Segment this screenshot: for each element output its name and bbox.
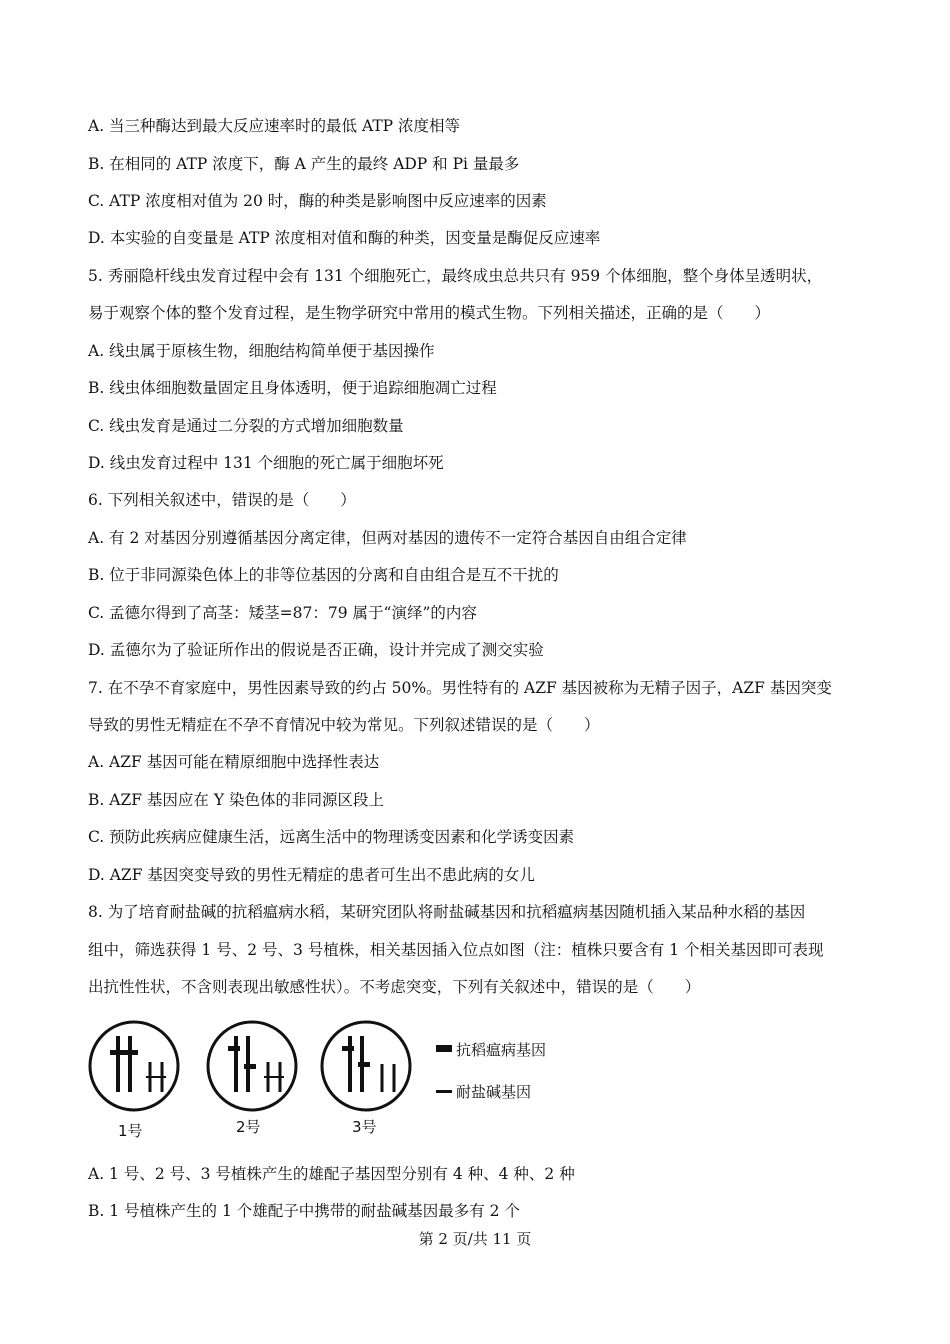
q5-stem-line1: 5. 秀丽隐杆线虫发育过程中会有 131 个细胞死亡，最终成虫总共只有 959 个体细胞，整个身体呈透明状， [88, 267, 823, 285]
q6-option-d: D. 孟德尔为了验证所作出的假说是否正确，设计并完成了测交实验 [88, 641, 544, 659]
q4-option-c: C. ATP 浓度相对值为 20 时，酶的种类是影响图中反应速率的因素 [88, 192, 547, 210]
q5-option-b: B. 线虫体细胞数量固定且身体透明，便于追踪细胞凋亡过程 [88, 379, 497, 397]
legend-salt-label: 耐盐碱基因 [456, 1083, 532, 1101]
q5-stem-line2: 易于观察个体的整个发育过程，是生物学研究中常用的模式生物。下列相关描述，正确的是（ ） [88, 304, 771, 322]
q7-stem-line2: 导致的男性无精症在不孕不育情况中较为常见。下列叙述错误的是（ ） [88, 716, 600, 734]
legend-salt-swatch [436, 1090, 452, 1093]
q8-option-a: A. 1 号、2 号、3 号植株产生的雄配子基因型分别有 4 种、4 种、2 种 [88, 1165, 575, 1183]
q6-option-b: B. 位于非同源染色体上的非等位基因的分离和自由组合是互不干扰的 [88, 566, 559, 584]
q4-option-d: D. 本实验的自变量是 ATP 浓度相对值和酶的种类，因变量是酶促反应速率 [88, 229, 601, 247]
cell-3-label: 3号 [352, 1118, 377, 1136]
q5-option-c: C. 线虫发育是通过二分裂的方式增加细胞数量 [88, 417, 404, 435]
q7-option-c: C. 预防此疾病应健康生活，远离生活中的物理诱变因素和化学诱变因素 [88, 828, 575, 846]
q4-option-b: B. 在相同的 ATP 浓度下，酶 A 产生的最终 ADP 和 Pi 量最多 [88, 155, 520, 173]
q8-option-b: B. 1 号植株产生的 1 个雄配子中携带的耐盐碱基因最多有 2 个 [88, 1202, 520, 1220]
q6-option-a: A. 有 2 对基因分别遵循基因分离定律，但两对基因的遗传不一定符合基因自由组合定律 [88, 529, 687, 547]
cell-3 [322, 1022, 410, 1110]
legend-blast-swatch [436, 1045, 452, 1052]
cell-2-label: 2号 [236, 1118, 261, 1136]
q4-option-a: A. 当三种酶达到最大反应速率时的最低 ATP 浓度相等 [88, 117, 461, 135]
q8-stem-line2: 组中，筛选获得 1 号、2 号、3 号植株，相关基因插入位点如图（注：植株只要含有 1 个相关基因即可表现 [88, 941, 824, 959]
cell-1 [90, 1022, 178, 1110]
cell-2 [208, 1022, 296, 1110]
q8-stem-line3: 出抗性性状，不含则表现出敏感性状）。不考虑突变，下列有关叙述中，错误的是（ ） [88, 978, 701, 996]
page-footer: 第 2 页/共 11 页 [418, 1230, 532, 1248]
q6-option-c: C. 孟德尔得到了高茎：矮茎=87：79 属于“演绎”的内容 [88, 604, 477, 622]
q5-option-a: A. 线虫属于原核生物，细胞结构简单便于基因操作 [88, 342, 435, 360]
q7-option-a: A. AZF 基因可能在精原细胞中选择性表达 [88, 753, 380, 771]
q6-stem: 6. 下列相关叙述中，错误的是（ ） [88, 491, 356, 509]
q7-option-b: B. AZF 基因应在 Y 染色体的非同源区段上 [88, 791, 384, 809]
q7-stem-line1: 7. 在不孕不育家庭中，男性因素导致的约占 50%。男性特有的 AZF 基因被称为无精子因子，AZF 基因突变 [88, 679, 832, 697]
q8-stem-line1: 8. 为了培育耐盐碱的抗稻瘟病水稻，某研究团队将耐盐碱基因和抗稻瘟病基因随机插入某品种水稻的基因 [88, 903, 806, 921]
q5-option-d: D. 线虫发育过程中 131 个细胞的死亡属于细胞坏死 [88, 454, 444, 472]
legend-blast-label: 抗稻瘟病基因 [456, 1041, 547, 1059]
gene-insertion-figure [86, 1012, 566, 1142]
cell-1-label: 1号 [118, 1122, 143, 1140]
q7-option-d: D. AZF 基因突变导致的男性无精症的患者可生出不患此病的女儿 [88, 866, 535, 884]
